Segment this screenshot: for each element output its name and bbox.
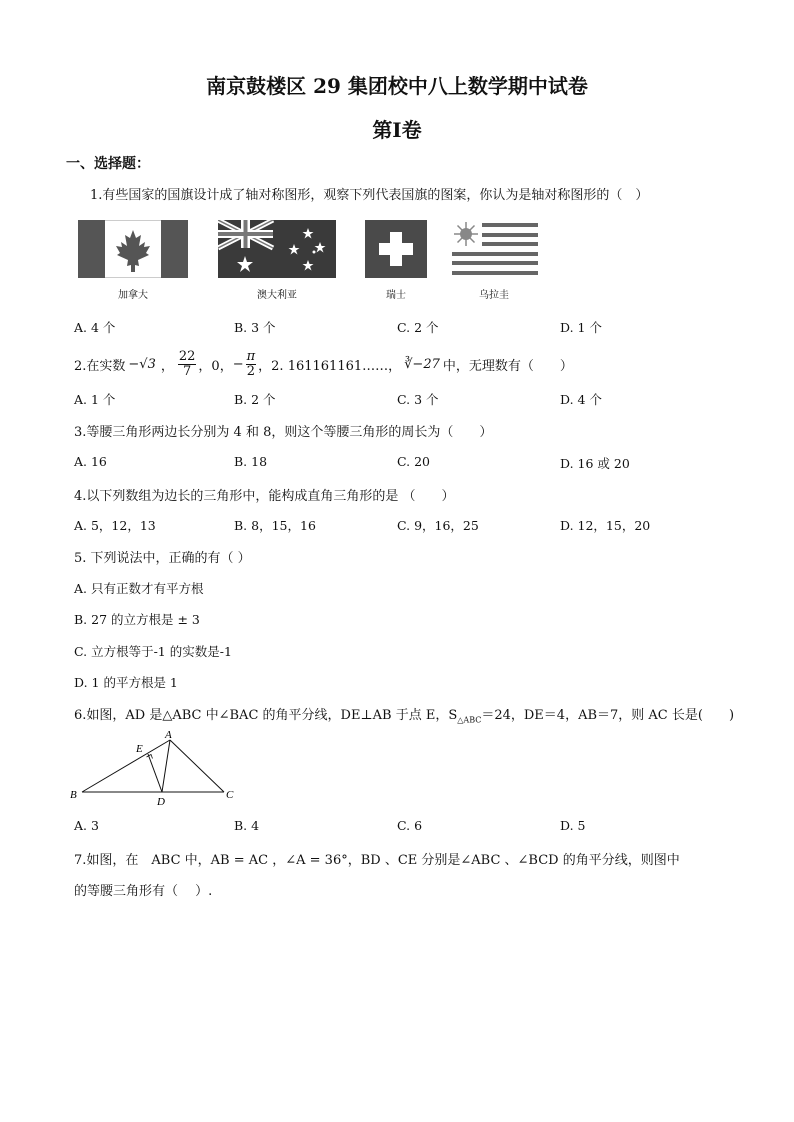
- q5-option-b: B. 27 的立方根是 ± 3: [74, 612, 200, 627]
- q4-option-d: D. 12，15，20: [560, 518, 651, 533]
- q1-option-b: B. 3 个: [234, 320, 276, 335]
- q6-stem-b: ＝24，DE＝4，AB＝7，则 AC 长是( ): [481, 708, 735, 723]
- question-7-line1: 7.如图，在 ABC 中，AB = AC ，∠A = 36°，BD 、CE 分别是∠ABC 、∠BCD 的角平分线，则图中: [74, 853, 680, 868]
- switzerland-flag-icon: [365, 220, 427, 278]
- q6-label-C: C: [226, 789, 234, 801]
- q6-label-D: D: [157, 796, 165, 808]
- q6-stem-a: 6.如图，AD 是△ABC 中∠BAC 的角平分线，DE⊥AB 于点 E，S: [74, 708, 458, 723]
- page-subtitle: 第Ⅰ卷: [372, 118, 422, 142]
- q5-option-c: C. 立方根等于-1 的实数是-1: [74, 644, 232, 659]
- q6-option-c: C. 6: [397, 818, 423, 833]
- question-6-stem: [74, 704, 734, 725]
- q2-sep1: ，0，: [198, 358, 233, 374]
- q6-option-b: B. 4: [234, 818, 260, 833]
- q2-neg-sqrt3: −√3: [128, 356, 156, 372]
- q2-suffix: 中，无理数有（ ）: [442, 358, 573, 374]
- q3-option-d: D. 16 或 20: [560, 456, 630, 471]
- q2-option-d: D. 4 个: [560, 392, 602, 407]
- q4-option-b: B. 8，15，16: [234, 518, 316, 533]
- q2-frac1-den: 7: [183, 363, 192, 379]
- flag-caption-australia: 澳大利亚: [257, 290, 297, 301]
- q6-option-a: A. 3: [74, 818, 99, 833]
- q6-triangle-diagram: [66, 728, 246, 810]
- q6-label-B: B: [70, 789, 77, 801]
- question-4-stem: 4.以下列数组为边长的三角形中，能构成直角三角形的是 （ ）: [74, 489, 455, 504]
- q2-mid: ，2. 161161161……，: [258, 358, 402, 374]
- q2-fraction-22-7: [178, 350, 197, 378]
- q6-stem-sub: △ABC: [457, 715, 482, 725]
- flags-figure: [78, 212, 538, 304]
- question-1-stem: 1.有些国家的国旗设计成了轴对称图形，观察下列代表国旗的图案，你认为是轴对称图形的（ ）: [90, 188, 649, 203]
- q4-option-c: C. 9，16，25: [397, 518, 479, 533]
- q5-option-a: A. 只有正数才有平方根: [74, 581, 204, 596]
- q6-label-A: A: [165, 729, 172, 741]
- q2-fraction-pi-2: [246, 350, 257, 378]
- question-3-stem: 3.等腰三角形两边长分别为 4 和 8，则这个等腰三角形的周长为（ ）: [74, 425, 493, 440]
- q1-option-a: A. 4 个: [74, 320, 116, 335]
- q2-cube-root: ∛−27: [404, 356, 440, 372]
- q3-option-a: A. 16: [74, 454, 107, 469]
- uruguay-flag-icon: [452, 220, 538, 278]
- q2-option-c: C. 3 个: [397, 392, 439, 407]
- q2-prefix: 2.在实数: [74, 358, 126, 374]
- q2-option-a: A. 1 个: [74, 392, 116, 407]
- flag-caption-switzerland: 瑞士: [386, 290, 406, 301]
- q1-option-c: C. 2 个: [397, 320, 439, 335]
- q6-option-d: D. 5: [560, 818, 586, 833]
- q3-option-b: B. 18: [234, 454, 268, 469]
- page-title: 南京鼓楼区 29 集团校中八上数学期中试卷: [206, 74, 588, 98]
- q2-frac1-num: 22: [178, 348, 196, 364]
- q2-neg-sign: −: [232, 356, 244, 372]
- q4-option-a: A. 5，12，13: [74, 518, 156, 533]
- q1-option-d: D. 1 个: [560, 320, 602, 335]
- question-5-stem: 5. 下列说法中，正确的有（ ）: [74, 551, 251, 566]
- australia-flag-icon: [218, 220, 336, 278]
- q2-frac2-num: π: [246, 348, 256, 364]
- question-2-stem: 2.在实数 −√3 ， $\frac{22}{7}$ ，0， − $\frac{\pi}{2}$ ，2. 161161161……， ∛−27 中，无理数有（ ）: [74, 348, 573, 379]
- flag-caption-canada: 加拿大: [118, 290, 148, 301]
- canada-flag-icon: [78, 220, 188, 278]
- q6-label-E: E: [136, 743, 143, 755]
- question-7-line2: 的等腰三角形有（ ）.: [74, 884, 213, 899]
- q2-option-b: B. 2 个: [234, 392, 276, 407]
- q5-option-d: D. 1 的平方根是 1: [74, 675, 178, 690]
- section-heading: 一、选择题：: [66, 156, 150, 172]
- flag-caption-uruguay: 乌拉圭: [479, 290, 509, 301]
- q3-option-c: C. 20: [397, 454, 430, 469]
- q2-frac2-den: 2: [246, 363, 256, 379]
